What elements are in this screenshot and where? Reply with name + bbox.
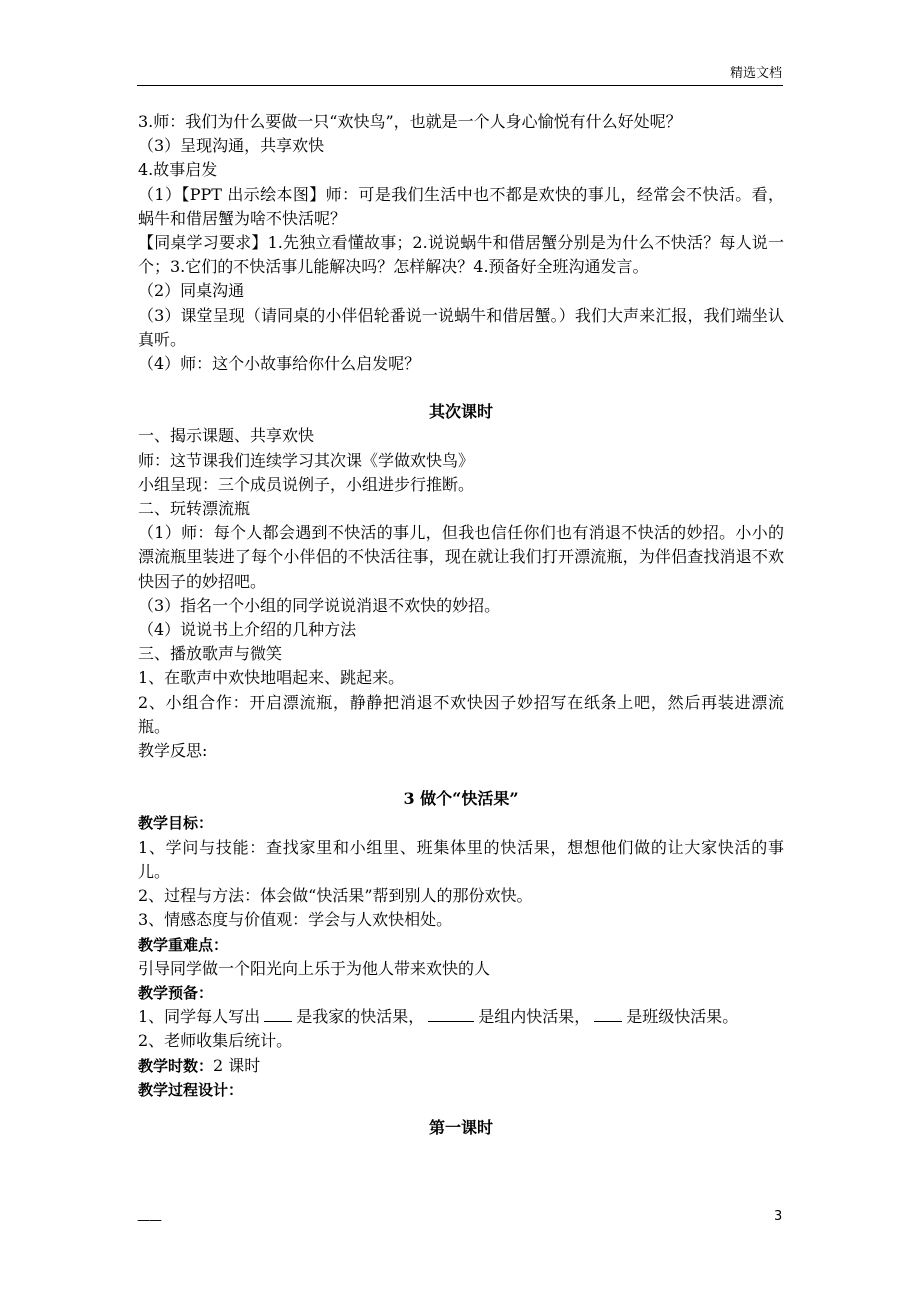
paragraph: （4）说说书上介绍的几种方法: [138, 620, 357, 640]
paragraph-with-blanks: [138, 1005, 784, 1029]
paragraph: 2、老师收集后统计。: [138, 1031, 293, 1051]
document-body: [138, 110, 784, 1140]
paragraph: （4）师：这个小故事给你什么启发呢？: [138, 354, 421, 374]
paragraph: 引导同学做一个阳光向上乐于为他人带来欢快的人: [138, 958, 491, 978]
lesson-title: 3 做个“快活果”: [403, 789, 519, 809]
paragraph: （1）师：每个人都会遇到不快活的事儿，但我也信任你们也有消退不快活的妙招。小小的漂流瓶里装进了每个小伴侣的不快活往事，现在就让我们打开漂流瓶，为伴侣查找消退不欢快因子的妙招吧。: [138, 523, 784, 591]
paragraph: （3）呈现沟通，共享欢快: [138, 136, 325, 156]
footer-dash: ——: [137, 1213, 161, 1228]
paragraph: 1、在歌声中欢快地唱起来、跳起来。: [138, 668, 405, 688]
paragraph-teaching-hours: [138, 1054, 784, 1078]
paragraph: 【同桌学习要求】1.先独立看懂故事；2.说说蜗牛和借居蟹分别是为什么不快活？每人说一个；3.它们的不快活事儿能解决吗？怎样解决？4.预备好全班沟通发言。: [138, 233, 784, 277]
paragraph: 一、揭示课题、共享欢快: [138, 426, 315, 446]
text-span: 是我家的快活果，: [296, 1007, 425, 1027]
paragraph: （3）课堂呈现（请同桌的小伴侣轮番说一说蜗牛和借居蟹。）我们大声来汇报，我们端坐认真听。: [138, 305, 784, 349]
section-heading-second-lesson: 其次课时: [428, 402, 493, 422]
text-span: 是组内快活果，: [478, 1007, 591, 1027]
header-rule: [137, 85, 783, 86]
paragraph: 4.故事启发: [138, 160, 218, 180]
subheading-hours: 教学时数：: [138, 1056, 214, 1075]
subheading-preparation: 教学预备：: [138, 983, 214, 1002]
section-heading-first-lesson: 第一课时: [428, 1117, 493, 1137]
paragraph: 教学反思:: [138, 741, 208, 761]
text-span: 1、同学每人写出: [138, 1007, 261, 1027]
fill-blank: [594, 1005, 622, 1022]
subheading-process: 教学过程设计：: [138, 1080, 244, 1099]
paragraph: 3、情感态度与价值观：学会与人欢快相处。: [138, 910, 453, 930]
paragraph: （1）【PPT 出示绘本图】师：可是我们生活中也不都是欢快的事儿，经常会不快活。看，蜗牛和借居蟹为啥不快活呢？: [138, 184, 784, 228]
paragraph: 三、播放歌声与微笑: [138, 644, 283, 664]
paragraph: 2、小组合作：开启漂流瓶，静静把消退不欢快因子妙招写在纸条上吧，然后再装进漂流瓶。: [138, 692, 784, 736]
paragraph: 2、过程与方法：体会做“快活果”帮到别人的那份欢快。: [138, 886, 533, 906]
paragraph: （2）同桌沟通: [138, 281, 245, 301]
text-span: 是班级快活果。: [626, 1007, 739, 1027]
header-label: 精选文档: [730, 66, 783, 81]
fill-blank: [428, 1005, 474, 1022]
text-span: 2 课时: [213, 1055, 261, 1075]
paragraph: 1、学问与技能：查找家里和小组里、班集体里的快活果，想想他们做的让大家快活的事儿。: [138, 837, 784, 881]
paragraph: 小组呈现：三个成员说例子，小组进步行推断。: [138, 474, 475, 494]
paragraph: 3.师：我们为什么要做一只“欢快鸟”，也就是一个人身心愉悦有什么好处呢？: [138, 112, 682, 131]
paragraph: 二、玩转漂流瓶: [138, 499, 251, 519]
paragraph: 师：这节课我们连续学习其次课《学做欢快鸟》: [138, 450, 475, 470]
subheading-goals: 教学目标：: [138, 814, 214, 833]
page-number: 3: [774, 1209, 783, 1224]
fill-blank: [264, 1005, 292, 1022]
subheading-key-points: 教学重难点：: [138, 935, 229, 954]
paragraph: （3）指名一个小组的同学说说消退不欢快的妙招。: [138, 595, 501, 615]
